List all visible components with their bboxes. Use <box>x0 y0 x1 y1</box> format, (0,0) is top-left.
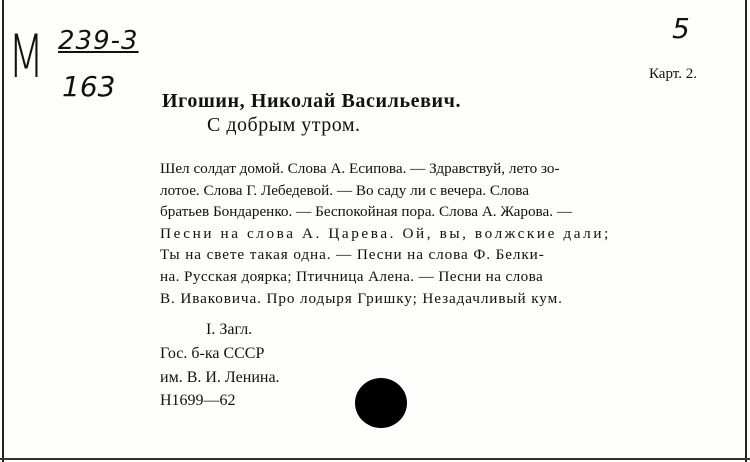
tracing-note: I. Загл. <box>206 321 253 338</box>
contents-line: В. Иваковича. Про лодыря Гришку; Незадачливый кум. <box>160 289 563 307</box>
card-left-edge <box>2 0 4 462</box>
contents-note <box>160 158 722 309</box>
handwritten-top-right-mark: 5 <box>672 12 690 45</box>
punch-hole <box>355 378 407 428</box>
author-heading: Игошин, Николай Васильевич. <box>162 90 462 112</box>
contents-line: Шел солдат домой. Слова А. Есипова. — Здравствуй, лето зо- <box>160 160 560 177</box>
card-number: Карт. 2. <box>649 66 697 82</box>
card-bottom-edge <box>0 458 750 460</box>
handwritten-call-number-1: 239-3 <box>58 26 139 56</box>
library-name: Гос. б-ка СССР <box>160 345 265 362</box>
library-name-continued: им. В. И. Ленина. <box>160 369 280 386</box>
record-code: Н1699—62 <box>160 392 236 409</box>
contents-line: Песни на слова А. Царева. Ой, вы, волжские дали; <box>160 224 611 242</box>
contents-line: братьев Бондаренко. — Беспокойная пора. Слова А. Жарова. — <box>160 203 573 221</box>
contents-line: на. Русская доярка; Птичница Алена. — Песни на слова <box>160 267 544 285</box>
handwritten-call-number-2: 163 <box>62 70 116 103</box>
contents-line: Ты на свете такая одна. — Песни на слова Ф. Белки- <box>160 246 545 264</box>
contents-line: лотое. Слова Г. Лебедевой. — Во саду ли с вечера. Слова <box>160 181 529 199</box>
card-right-edge <box>745 0 747 462</box>
work-title: С добрым утром. <box>207 114 361 136</box>
handwritten-letter: М <box>8 22 45 92</box>
